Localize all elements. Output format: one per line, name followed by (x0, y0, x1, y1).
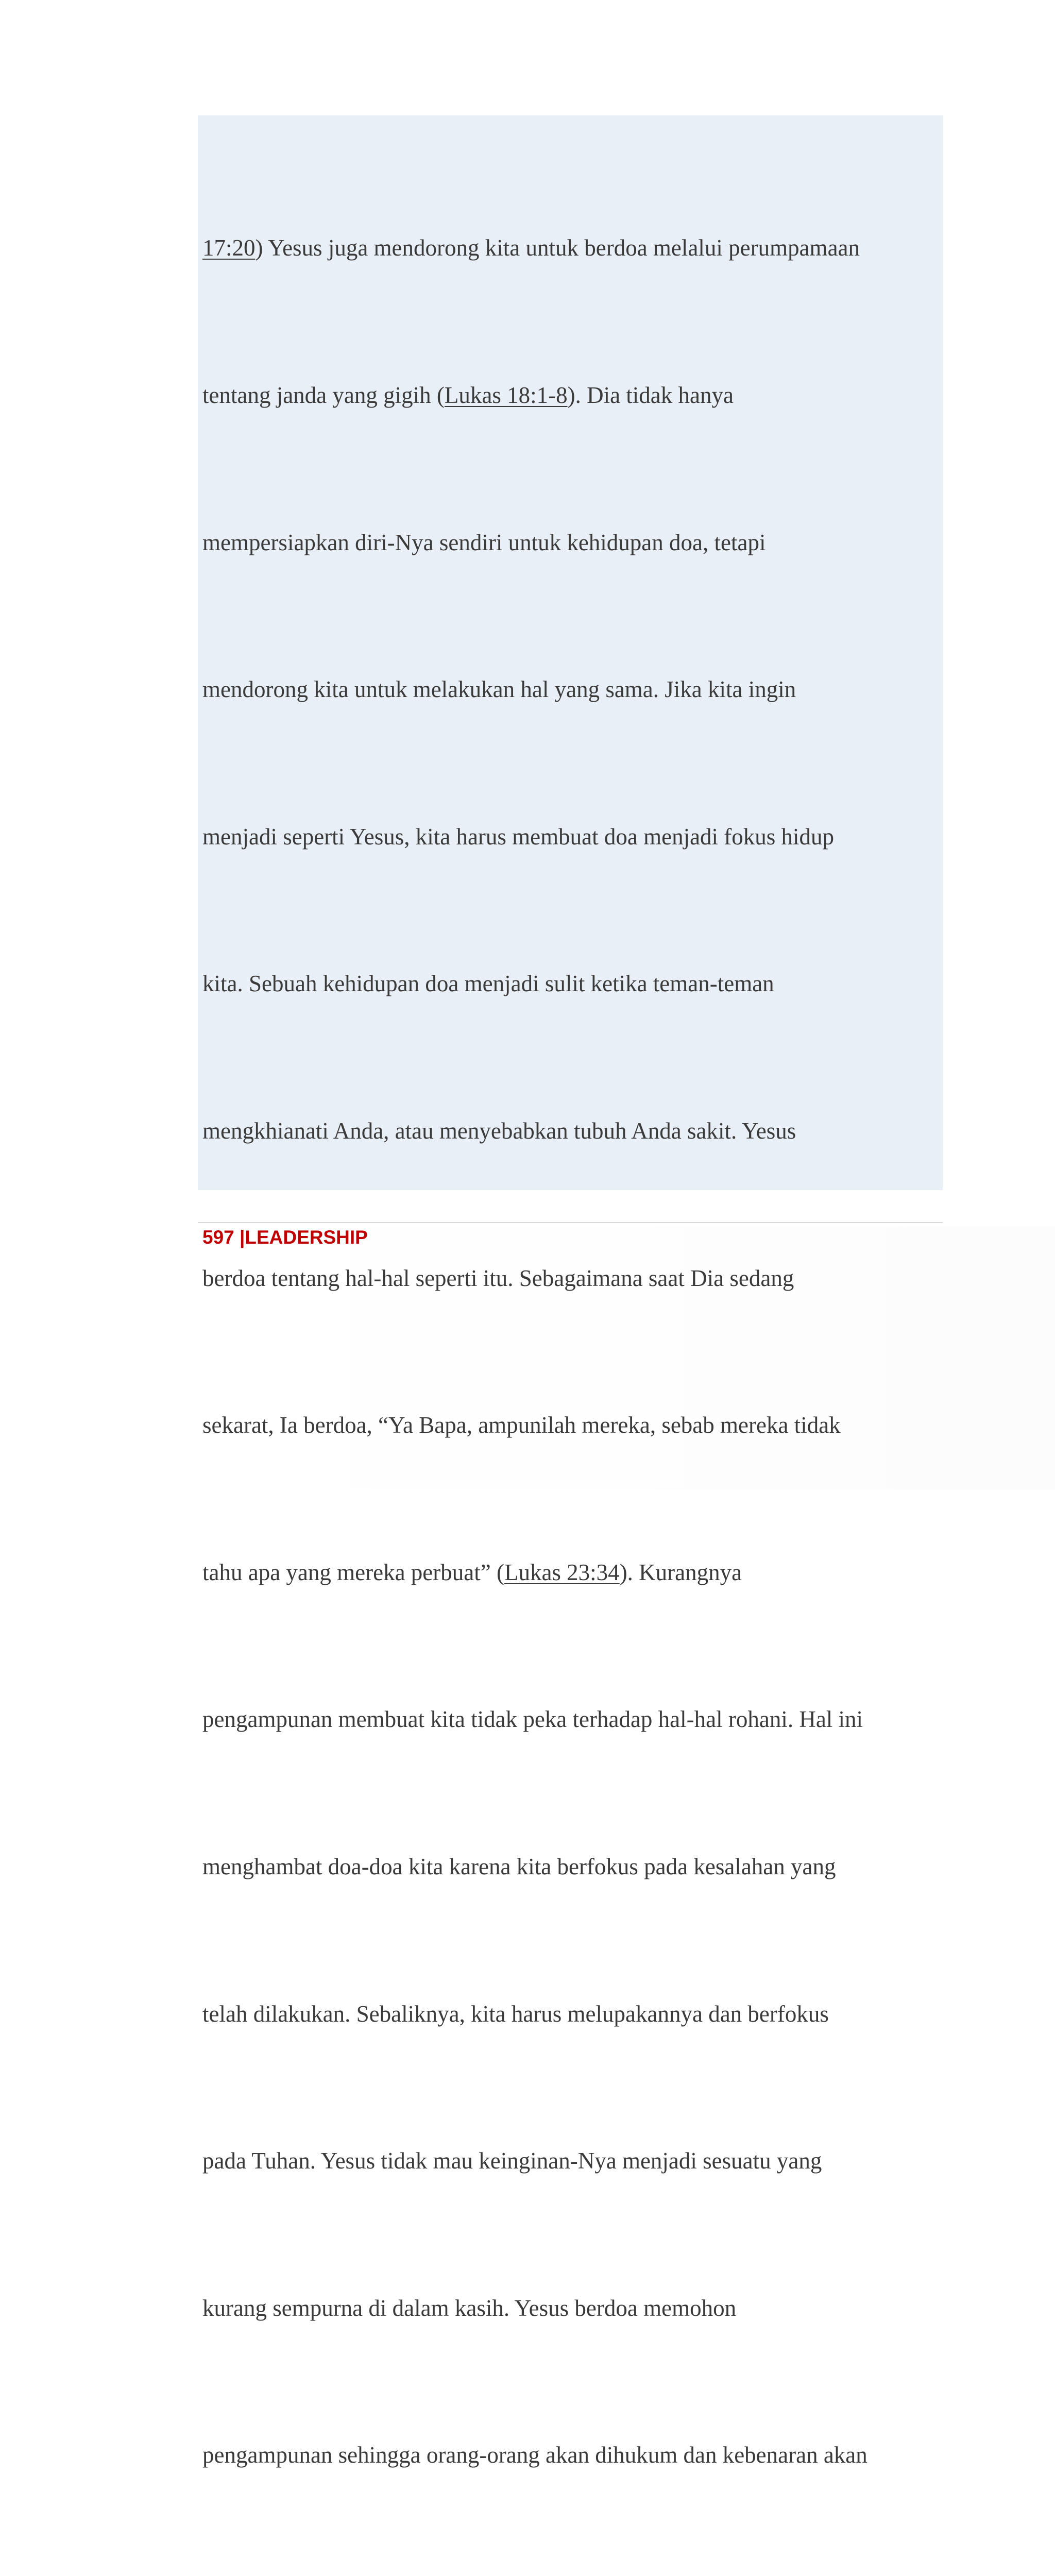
text-line: telah dilakukan. Sebaliknya, kita harus melupakannya dan berfokus (202, 2001, 829, 2027)
text-line: kurang sempurna di dalam kasih. Yesus berdoa memohon (202, 2295, 737, 2321)
text-line: pada Tuhan. Yesus tidak mau keinginan-Nya menjadi sesuatu yang (202, 2148, 822, 2174)
text-segment: tahu apa yang mereka perbuat” ( (202, 1559, 504, 1585)
text-line: pengampunan sehingga orang-orang akan dihukum dan kebenaran akan (202, 2442, 867, 2468)
text-segment: tentang janda yang gigih ( (202, 382, 445, 408)
text-line (202, 224, 944, 273)
text-segment: ). Dia tidak hanya (567, 382, 734, 408)
text-segment: ). Kurangnya (619, 1559, 742, 1585)
scripture-reference-link[interactable]: 17:20 (202, 235, 256, 261)
scripture-reference-link[interactable]: Lukas 18:1-8 (444, 382, 568, 408)
text-line (202, 371, 944, 420)
text-line: mempersiapkan diri-Nya sendiri untuk kehidupan doa, tetapi (202, 529, 766, 555)
text-line (202, 1548, 944, 1597)
text-line: berdoa tentang hal-hal seperti itu. Sebagaimana saat Dia sedang (202, 1265, 794, 1291)
page-footer-label: 597 |LEADERSHIP (202, 1227, 368, 1248)
text-line: menjadi seperti Yesus, kita harus membuat doa menjadi fokus hidup (202, 823, 835, 850)
text-line: pengampunan membuat kita tidak peka terhadap hal-hal rohani. Hal ini (202, 1706, 863, 1733)
text-line: menghambat doa-doa kita karena kita berfokus pada kesalahan yang (202, 1853, 836, 1879)
text-line: sekarat, Ia berdoa, “Ya Bapa, ampunilah mereka, sebab mereka tidak (202, 1412, 841, 1438)
text-line: mengkhianati Anda, atau menyebabkan tubuh Anda sakit. Yesus (202, 1117, 796, 1144)
text-line: mendorong kita untuk melakukan hal yang sama. Jika kita ingin (202, 676, 796, 703)
footer-divider (198, 1222, 943, 1223)
scripture-reference-link[interactable]: Lukas 23:34 (504, 1559, 620, 1585)
text-line: kita. Sebuah kehidupan doa menjadi sulit ketika teman-teman (202, 971, 774, 997)
body-paragraph (202, 126, 944, 2576)
text-segment: ) Yesus juga mendorong kita untuk berdoa melalui perumpamaan (255, 235, 860, 261)
